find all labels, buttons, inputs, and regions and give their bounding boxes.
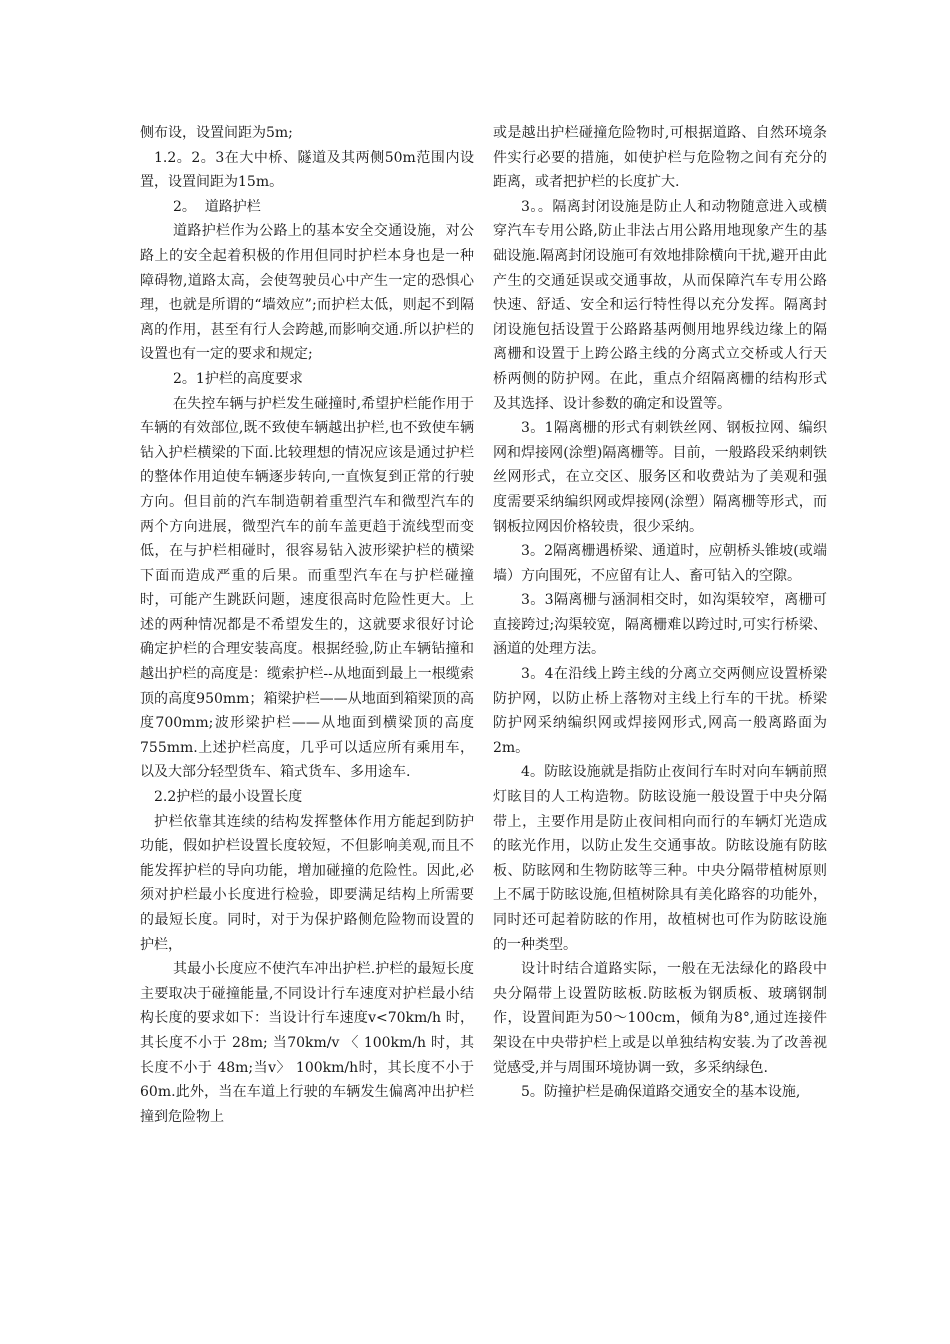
paragraph: 3。1隔离栅的形式有刺铁丝网、钢板拉网、编织网和焊接网(涂塑)隔离栅等。目前，一般路段采纳刺铁丝网形式，在立交区、服务区和收费站为了美观和强度需要采纳编织网或焊接网(涂塑）隔离栅等形式，而钢板拉网因价格较贵，很少采纳。 — [493, 420, 827, 535]
paragraph: 5。防撞护栏是确保道路交通安全的基本设施, — [521, 1084, 801, 1101]
paragraph: 其最小长度应不使汽车冲出护栏.护栏的最短长度主要取决于碰撞能量,不同设计行车速度对护栏最小结构长度的要求如下：当设计行车速度v<70km/h 时，其长度不小于 28m; 当70km/v 〈 100km/h 时，其长度不小于 48m;当v〉 100km/h时，其长度不小于60m.此外，当在车道上行驶的车辆发生偏离冲出护栏撞到危险物上 — [140, 961, 474, 1125]
paragraph: 3。。隔离封闭设施是防止人和动物随意进入或横穿汽车专用公路,防止非法占用公路用地现象产生的基础设施.隔离封闭设施可有效地排除横向干扰,避开由此产生的交通延误或交通事故，从而保障汽车专用公路快速、舒适、安全和运行特性得以充分发挥。隔离封闭设施包括设置于公路路基两侧用地界线边缘上的隔离栅和设置于上跨公路主线的分离式立交桥或人行天桥两侧的防护网。在此，重点介绍隔离栅的结构形式及其选择、设计参数的确定和设置等。 — [493, 198, 827, 412]
paragraph: 侧布设，设置间距为5m; — [140, 125, 293, 141]
paragraph: 2。1护栏的高度要求 — [173, 370, 303, 387]
paragraph: 设计时结合道路实际，一般在无法绿化的路段中央分隔带上设置防眩板.防眩板为钢质板、玻璃钢制作，设置间距为50～100cm，倾角为8°,通过连接件架设在中央带护栏上或是以单独结构安装.为了改善视觉感受,并与周围环境协调一致，多采纳绿色. — [493, 961, 827, 1076]
paragraph: 2。 道路护栏 — [173, 198, 261, 215]
paragraph: 3。4在沿线上跨主线的分离立交两侧应设置桥梁防护网，以防止桥上落物对主线上行车的干扰。桥梁防护网采纳编织网或焊接网形式,网高一般离路面为2m。 — [493, 666, 827, 756]
paragraph: 3。3隔离栅与涵洞相交时，如沟渠较窄，离栅可直接跨过;沟渠较宽，隔离栅难以跨过时,可实行桥梁、涵道的处理方法。 — [493, 592, 827, 658]
right-text-column — [493, 121, 827, 1105]
paragraph: 2.2护栏的最小设置长度 — [154, 789, 303, 806]
paragraph: 道路护栏作为公路上的基本安全交通设施，对公路上的安全起着积极的作用但同时护栏本身也是一种障碍物,道路太高，会使驾驶员心中产生一定的恐惧心理，也就是所谓的“墙效应”;而护栏太低，则起不到隔离的作用，甚至有行人会跨越,而影响交通.所以护栏的设置也有一定的要求和规定; — [140, 223, 474, 363]
left-text-column — [140, 121, 474, 1129]
paragraph: 在失控车辆与护栏发生碰撞时,希望护栏能作用于车辆的有效部位,既不致使车辆越出护栏,也不致使车辆钻入护栏横梁的下面.比较理想的情况应该是通过护栏的整体作用迫使车辆逐步转向,一直恢复到正常的行驶方向。但目前的汽车制造朝着重型汽车和微型汽车的两个方向进展，微型汽车的前车盖更趋于流线型而变低，在与护栏相碰时，很容易钻入波形梁护栏的横梁下面而造成严重的后果。而重型汽车在与护栏碰撞时，可能产生跳跃问题，速度很高时危险性更大。上述的两种情况都是不希望发生的，这就要求很好讨论确定护栏的合理安装高度。根据经验,防止车辆钻撞和越出护栏的高度是：缆索护栏--从地面到最上一根缆索顶的高度950mm；箱梁护栏——从地面到箱梁顶的高度700mm;波形梁护栏——从地面到横梁顶的高度755mm.上述护栏高度，几乎可以适应所有乘用车，以及大部分轻型货车、箱式货车、多用途车. — [140, 395, 474, 781]
paragraph: 或是越出护栏碰撞危险物时,可根据道路、自然环境条件实行必要的措施，如使护栏与危险物之间有充分的距离，或者把护栏的长度扩大. — [493, 125, 827, 191]
paragraph: 3。2隔离栅遇桥梁、通道时，应朝桥头锥坡(或端墙）方向围死，不应留有让人、畜可钻入的空隙。 — [493, 543, 827, 584]
paragraph: 1.2。2。3在大中桥、隧道及其两侧50m范围内设置，设置间距为15m。 — [140, 149, 474, 191]
paragraph: 护栏依靠其连续的结构发挥整体作用方能起到防护功能，假如护栏设置长度较短，不但影响美观,而且不能发挥护栏的导向功能，增加碰撞的危险性。因此,必须对护栏最小长度进行检验，即要满足结构上所需要的最短长度。同时，对于为保护路侧危险物而设置的护栏， — [140, 813, 474, 953]
paragraph: 4。防眩设施就是指防止夜间行车时对向车辆前照灯眩目的人工构造物。防眩设施一般设置于中央分隔带上，主要作用是防止夜间相向而行的车辆灯光造成的眩光作用，以防止发生交通事故。防眩设施有防眩板、防眩网和生物防眩等三种。中央分隔带植树原则上不属于防眩设施,但植树除具有美化路容的功能外，同时还可起着防眩的作用，故植树也可作为防眩设施的一种类型。 — [493, 764, 827, 953]
